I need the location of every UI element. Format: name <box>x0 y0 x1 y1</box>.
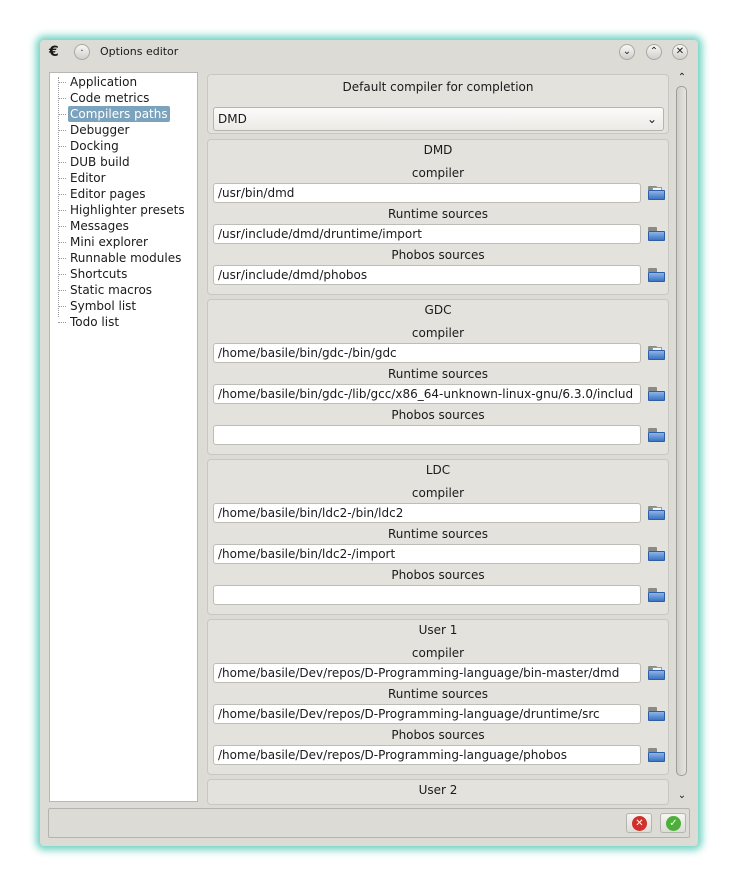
compiler-group-ldc <box>207 459 669 615</box>
chevron-down-icon: ⌄ <box>646 112 657 126</box>
open-file-icon[interactable] <box>648 346 665 360</box>
scrollbar-thumb[interactable] <box>676 86 687 776</box>
compiler-label: compiler <box>411 326 465 340</box>
tree-item-shortcuts[interactable]: Shortcuts <box>70 267 128 281</box>
compiler-path-input[interactable]: /home/basile/Dev/repos/D-Programming-language/bin-master/dmd <box>213 663 641 683</box>
phobos-path-input[interactable]: /home/basile/Dev/repos/D-Programming-language/phobos <box>213 745 641 765</box>
runtime-label: Runtime sources <box>387 527 489 541</box>
compiler-path-input[interactable]: /usr/bin/dmd <box>213 183 641 203</box>
tree-item-application[interactable]: Application <box>70 75 138 89</box>
open-folder-icon[interactable] <box>648 428 665 442</box>
compiler-label: compiler <box>411 486 465 500</box>
window-menu-button[interactable]: · <box>74 44 90 60</box>
tree-item-editor[interactable]: Editor <box>70 171 106 185</box>
app-logo-icon: € <box>49 44 59 60</box>
default-compiler-group <box>207 74 669 134</box>
compiler-path-input[interactable]: /home/basile/bin/gdc-/bin/gdc <box>213 343 641 363</box>
options-editor-window <box>40 40 698 846</box>
maximize-button[interactable]: ⌃ <box>646 44 662 60</box>
phobos-label: Phobos sources <box>391 248 485 262</box>
runtime-path-input[interactable]: /home/basile/bin/ldc2-/import <box>213 544 641 564</box>
category-tree[interactable] <box>49 72 198 802</box>
tree-item-highlighter-presets[interactable]: Highlighter presets <box>70 203 185 217</box>
tree-item-static-macros[interactable]: Static macros <box>70 283 153 297</box>
open-file-icon[interactable] <box>648 186 665 200</box>
compiler-path-input[interactable]: /home/basile/bin/ldc2-/bin/ldc2 <box>213 503 641 523</box>
tree-item-symbol-list[interactable]: Symbol list <box>70 299 137 313</box>
open-folder-icon[interactable] <box>648 707 665 721</box>
compiler-group-dmd <box>207 139 669 295</box>
open-folder-icon[interactable] <box>648 748 665 762</box>
runtime-label: Runtime sources <box>387 207 489 221</box>
default-compiler-value: DMD <box>218 112 247 126</box>
window-title: Options editor <box>100 45 179 58</box>
tree-item-debugger[interactable]: Debugger <box>70 123 130 137</box>
tree-item-mini-explorer[interactable]: Mini explorer <box>70 235 148 249</box>
tree-item-docking[interactable]: Docking <box>70 139 119 153</box>
compiler-label: compiler <box>411 646 465 660</box>
phobos-path-input[interactable] <box>213 425 641 445</box>
scroll-down-icon[interactable]: ⌄ <box>677 790 687 801</box>
phobos-path-input[interactable]: /usr/include/dmd/phobos <box>213 265 641 285</box>
open-file-icon[interactable] <box>648 506 665 520</box>
tree-item-messages[interactable]: Messages <box>70 219 129 233</box>
tree-item-dub-build[interactable]: DUB build <box>70 155 130 169</box>
cancel-icon: ✕ <box>632 816 647 831</box>
title-bar <box>40 40 698 64</box>
minimize-button[interactable]: ⌄ <box>619 44 635 60</box>
phobos-path-input[interactable] <box>213 585 641 605</box>
cancel-button[interactable] <box>626 813 652 833</box>
tree-item-runnable-modules[interactable]: Runnable modules <box>70 251 182 265</box>
group-title: User 1 <box>418 623 458 637</box>
tree-item-code-metrics[interactable]: Code metrics <box>70 91 150 105</box>
open-folder-icon[interactable] <box>648 588 665 602</box>
runtime-label: Runtime sources <box>387 687 489 701</box>
compiler-group-user-1 <box>207 619 669 775</box>
open-folder-icon[interactable] <box>648 268 665 282</box>
tree-item-todo-list[interactable]: Todo list <box>70 315 120 329</box>
scroll-up-icon[interactable]: ⌃ <box>677 72 687 83</box>
ok-button[interactable] <box>660 813 686 833</box>
tree-item-editor-pages[interactable]: Editor pages <box>70 187 146 201</box>
compiler-label: compiler <box>411 166 465 180</box>
open-folder-icon[interactable] <box>648 227 665 241</box>
dialog-button-bar <box>48 808 690 838</box>
phobos-label: Phobos sources <box>391 568 485 582</box>
default-compiler-label: Default compiler for completion <box>342 80 534 94</box>
open-file-icon[interactable] <box>648 666 665 680</box>
compiler-group-gdc <box>207 299 669 455</box>
default-compiler-select[interactable] <box>213 107 664 131</box>
vertical-scrollbar[interactable] <box>674 72 690 806</box>
runtime-label: Runtime sources <box>387 367 489 381</box>
settings-panel <box>205 72 691 806</box>
group-title: GDC <box>424 303 452 317</box>
group-title: DMD <box>423 143 453 157</box>
group-title: LDC <box>425 463 451 477</box>
compiler-group-user-2 <box>207 779 669 805</box>
open-folder-icon[interactable] <box>648 387 665 401</box>
runtime-path-input[interactable]: /home/basile/Dev/repos/D-Programming-language/druntime/src <box>213 704 641 724</box>
close-button[interactable]: ✕ <box>672 44 688 60</box>
tree-item-compilers-paths[interactable]: Compilers paths <box>70 107 168 121</box>
ok-check-icon: ✓ <box>666 816 681 831</box>
group-title: User 2 <box>418 783 458 797</box>
phobos-label: Phobos sources <box>391 408 485 422</box>
runtime-path-input[interactable]: /home/basile/bin/gdc-/lib/gcc/x86_64-unknown-linux-gnu/6.3.0/includ <box>213 384 641 404</box>
open-folder-icon[interactable] <box>648 547 665 561</box>
runtime-path-input[interactable]: /usr/include/dmd/druntime/import <box>213 224 641 244</box>
phobos-label: Phobos sources <box>391 728 485 742</box>
